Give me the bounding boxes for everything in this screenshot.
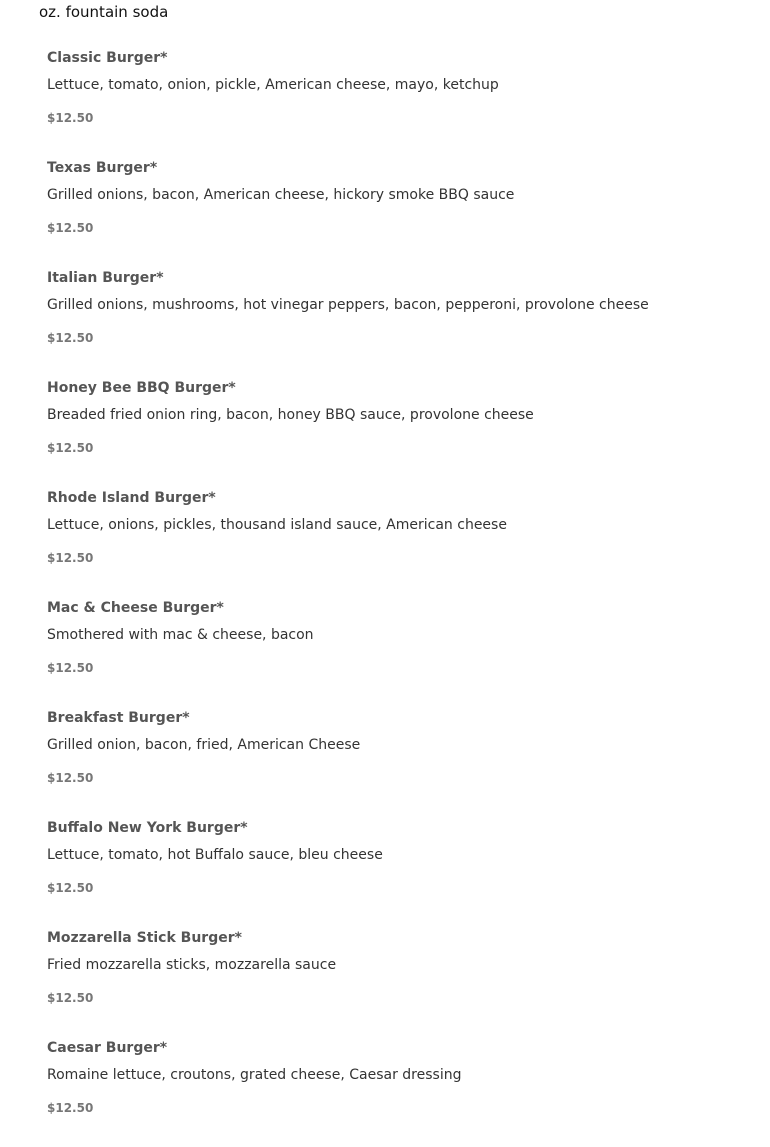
menu-item-description: Smothered with mac & cheese, bacon xyxy=(47,627,314,643)
menu-item-name: Texas Burger* xyxy=(47,160,158,176)
menu-item-classic-burger xyxy=(47,47,747,157)
menu-item-mozzarella-stick-burger xyxy=(47,927,747,1037)
menu-item-texas-burger xyxy=(47,157,747,267)
menu-item-description: Grilled onions, mushrooms, hot vinegar peppers, bacon, pepperoni, provolone cheese xyxy=(47,297,649,313)
menu-item-honey-bee-bbq-burger xyxy=(47,377,747,487)
menu-item-name: Caesar Burger* xyxy=(47,1040,168,1056)
menu-item-name: Italian Burger* xyxy=(47,270,164,286)
menu-item-name: Breakfast Burger* xyxy=(47,710,190,726)
menu-item-price: $12.50 xyxy=(47,551,94,565)
menu-item-price: $12.50 xyxy=(47,991,94,1005)
menu-item-name: Buffalo New York Burger* xyxy=(47,820,248,836)
menu-item-buffalo-new-york-burger xyxy=(47,817,747,927)
menu-item-description: Romaine lettuce, croutons, grated cheese, Caesar dressing xyxy=(47,1067,462,1083)
menu-item-price: $12.50 xyxy=(47,771,94,785)
menu-item-rhode-island-burger xyxy=(47,487,747,597)
menu-item-name: Mac & Cheese Burger* xyxy=(47,600,224,616)
menu-item-price: $12.50 xyxy=(47,111,94,125)
menu-item-name: Rhode Island Burger* xyxy=(47,490,216,506)
menu-item-description: Grilled onions, bacon, American cheese, hickory smoke BBQ sauce xyxy=(47,187,515,203)
menu-item-italian-burger xyxy=(47,267,747,377)
intro-text: oz. fountain soda xyxy=(39,3,169,21)
menu-item-price: $12.50 xyxy=(47,441,94,455)
menu-item-description: Breaded fried onion ring, bacon, honey BBQ sauce, provolone cheese xyxy=(47,407,534,423)
menu-item-description: Lettuce, tomato, hot Buffalo sauce, bleu cheese xyxy=(47,847,383,863)
menu-item-description: Fried mozzarella sticks, mozzarella sauce xyxy=(47,957,337,973)
menu-item-price: $12.50 xyxy=(47,661,94,675)
menu-item-price: $12.50 xyxy=(47,1101,94,1115)
menu-item-description: Grilled onion, bacon, fried, American Cheese xyxy=(47,737,361,753)
menu-item-description: Lettuce, onions, pickles, thousand island sauce, American cheese xyxy=(47,517,507,533)
menu-item-price: $12.50 xyxy=(47,221,94,235)
menu-item-name: Mozzarella Stick Burger* xyxy=(47,930,242,946)
menu-item-mac-cheese-burger xyxy=(47,597,747,707)
menu-item-price: $12.50 xyxy=(47,881,94,895)
burger-menu-list xyxy=(47,47,747,1147)
menu-item-caesar-burger xyxy=(47,1037,747,1147)
menu-item-name: Classic Burger* xyxy=(47,50,168,66)
menu-item-name: Honey Bee BBQ Burger* xyxy=(47,380,236,396)
menu-item-breakfast-burger xyxy=(47,707,747,817)
menu-item-description: Lettuce, tomato, onion, pickle, American cheese, mayo, ketchup xyxy=(47,77,499,93)
menu-item-price: $12.50 xyxy=(47,331,94,345)
